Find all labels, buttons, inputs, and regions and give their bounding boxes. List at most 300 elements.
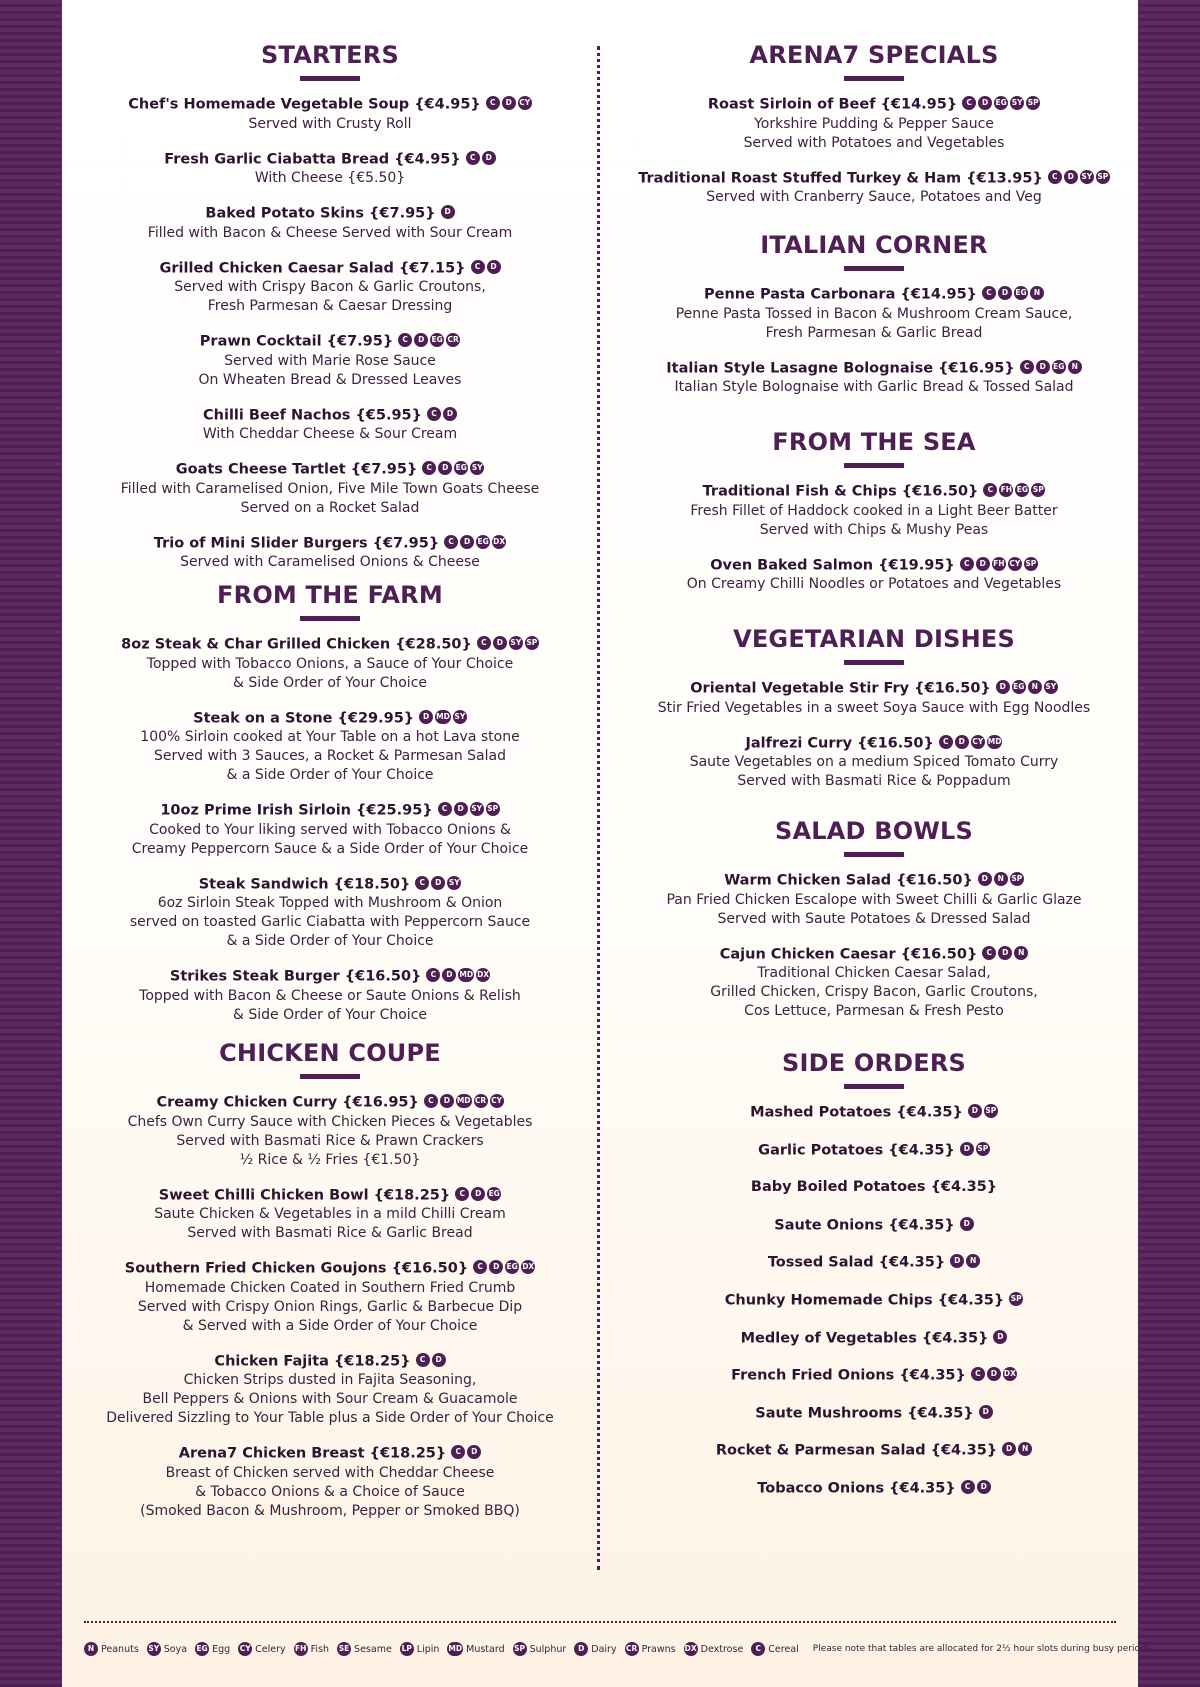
allergen-badges xyxy=(948,1253,980,1272)
menu-item-description: Chefs Own Curry Sauce with Chicken Pieces & Vegetables xyxy=(127,1113,533,1130)
allergen-badge-n: N xyxy=(994,872,1008,886)
menu-item-description: Saute Vegetables on a medium Spiced Tomato Curry xyxy=(689,754,1059,770)
menu-item-name: Prawn Cocktail {€7.95} xyxy=(199,333,394,350)
allergen-badge-d: D xyxy=(442,968,456,982)
menu-item-description: Served with Crusty Roll xyxy=(248,115,412,132)
allergen-badge-sp: SP xyxy=(1009,1292,1023,1306)
menu-item-name: Strikes Steak Burger {€16.50} xyxy=(169,968,422,985)
allergen-badge-d: D xyxy=(489,1260,503,1274)
menu-item-name: 8oz Steak & Char Grilled Chicken {€28.50} xyxy=(121,636,472,653)
menu-item-name: Fresh Garlic Ciabatta Bread {€4.95} xyxy=(164,151,461,167)
menu-item-line xyxy=(66,1444,594,1464)
section-arena7-specials xyxy=(611,40,1137,223)
legend-badge: FH xyxy=(294,1642,308,1656)
menu-item xyxy=(66,1352,594,1429)
menu-item-description: & a Side Order of Your Choice xyxy=(226,933,434,949)
allergen-badge-sy: SY xyxy=(470,802,484,816)
menu-item-description: ½ Rice & ½ Fries {€1.50} xyxy=(239,1151,421,1168)
allergen-badge-d: D xyxy=(960,1142,974,1156)
allergen-badges xyxy=(414,1352,446,1371)
menu-item xyxy=(66,406,594,445)
menu-item-description: Yorkshire Pudding & Pepper Sauce xyxy=(754,115,994,132)
section-title: SIDE ORDERS xyxy=(781,1049,967,1077)
menu-item xyxy=(66,635,594,693)
allergen-badge-eg: EG xyxy=(994,96,1008,110)
allergen-badge-sy: SY xyxy=(470,461,484,475)
menu-item-name: Steak Sandwich {€18.50} xyxy=(198,876,411,892)
allergen-badges xyxy=(436,801,500,820)
menu-item xyxy=(66,801,594,859)
menu-item-name: Arena7 Chicken Breast {€18.25} xyxy=(178,1445,447,1462)
menu-item-description: & Tobacco Onions & a Choice of Sauce xyxy=(195,1483,465,1500)
menu-item-name: Warm Chicken Salad {€16.50} xyxy=(724,872,973,889)
section-underline xyxy=(300,616,360,621)
allergen-badge-sy: SY xyxy=(447,876,461,890)
allergen-badges xyxy=(994,679,1058,698)
allergen-badge-eg: EG xyxy=(505,1260,519,1274)
allergen-badge-d: D xyxy=(502,96,516,110)
menu-item-name: Chilli Beef Nachos {€5.95} xyxy=(203,407,422,423)
menu-item-name: Baked Potato Skins {€7.95} xyxy=(205,205,436,222)
allergen-badge-c: C xyxy=(466,151,480,165)
legend-badge: N xyxy=(84,1642,98,1656)
legend-entry-soya xyxy=(147,1642,187,1656)
allergen-badge-c: C xyxy=(416,1353,430,1367)
allergen-badge-md: MD xyxy=(456,1094,472,1108)
side-order-name: French Fried Onions {€4.35} xyxy=(731,1367,966,1384)
allergen-badge-d: D xyxy=(460,535,474,549)
menu-item-description: Breast of Chicken served with Cheddar Cheese xyxy=(165,1464,495,1481)
menu-item-description: & Side Order of Your Choice xyxy=(232,1006,428,1023)
allergen-badge-sy: SY xyxy=(453,710,467,724)
legend-entry-cereal xyxy=(751,1642,798,1656)
allergen-badge-d: D xyxy=(467,1445,481,1459)
legend-badge: MD xyxy=(447,1642,463,1656)
menu-item-description: Served on a Rocket Salad xyxy=(240,499,420,516)
allergen-badges xyxy=(958,556,1038,575)
menu-item-description: Homemade Chicken Coated in Southern Fried Crumb xyxy=(144,1279,516,1296)
allergen-badges xyxy=(1000,1441,1032,1460)
menu-item-name: 10oz Prime Irish Sirloin {€25.95} xyxy=(160,802,433,819)
allergen-badges xyxy=(1018,359,1082,378)
section-underline xyxy=(300,76,360,81)
allergen-badges xyxy=(453,1186,501,1205)
legend-entry-prawns xyxy=(625,1642,676,1656)
menu-item xyxy=(66,332,594,390)
menu-item-line xyxy=(66,150,594,170)
allergen-badge-d: D xyxy=(998,286,1012,300)
legend-entry-celery xyxy=(238,1642,286,1656)
allergen-badges xyxy=(969,1366,1017,1385)
menu-item xyxy=(611,945,1137,1022)
allergen-badge-d: D xyxy=(993,1330,1007,1344)
footer-divider xyxy=(84,1621,1116,1623)
section-title: STARTERS xyxy=(261,41,399,69)
allergen-badges xyxy=(959,1479,991,1498)
section-title: VEGETARIAN DISHES xyxy=(733,625,1015,653)
column-divider xyxy=(597,46,600,1570)
menu-item xyxy=(611,359,1137,398)
menu-item-description: Saute Chicken & Vegetables in a mild Chilli Cream xyxy=(154,1206,506,1222)
menu-item xyxy=(611,871,1137,929)
allergen-badge-c: C xyxy=(982,286,996,300)
allergen-badges xyxy=(1046,169,1110,188)
menu-item-description: Fresh Fillet of Haddock cooked in a Light Beer Batter xyxy=(690,502,1058,519)
allergen-badges xyxy=(425,406,457,425)
allergen-badges xyxy=(420,460,484,479)
allergen-badge-c: C xyxy=(962,96,976,110)
legend-label: Peanuts xyxy=(101,1643,139,1655)
menu-item xyxy=(66,460,594,518)
allergen-badge-md: MD xyxy=(458,968,474,982)
allergen-badge-eg: EG xyxy=(1012,680,1026,694)
side-order-item xyxy=(611,1441,1137,1479)
menu-item-name: Chicken Fajita {€18.25} xyxy=(214,1353,411,1369)
allergen-badge-eg: EG xyxy=(454,461,468,475)
menu-item-name: Traditional Roast Stuffed Turkey & Ham {€13.95} xyxy=(638,170,1043,186)
allergen-badge-sp: SP xyxy=(1010,872,1024,886)
allergen-badge-c: C xyxy=(971,1367,985,1381)
footer-note: Please note that tables are allocated for 2½ hour slots during busy periods xyxy=(812,1644,1151,1654)
menu-item xyxy=(66,150,594,189)
menu-item-description: Pan Fried Chicken Escalope with Sweet Chilli & Garlic Glaze xyxy=(666,891,1082,908)
allergen-badge-d: D xyxy=(996,680,1010,694)
menu-item-description: Traditional Chicken Caesar Salad, xyxy=(757,965,991,981)
allergen-badge-d: D xyxy=(441,205,455,219)
allergen-badge-eg: EG xyxy=(1015,483,1029,497)
menu-item-name: Southern Fried Chicken Goujons {€16.50} xyxy=(124,1260,469,1277)
legend-entry-dextrose xyxy=(684,1642,744,1656)
allergen-badge-sy: SY xyxy=(1010,96,1024,110)
allergen-badge-cy: CY xyxy=(971,735,985,749)
menu-item-line xyxy=(66,1093,594,1113)
allergen-badge-c: C xyxy=(471,260,485,274)
menu-item-description: Topped with Bacon & Cheese or Saute Onions & Relish xyxy=(139,987,521,1004)
allergen-badge-c: C xyxy=(961,1480,975,1494)
allergen-badge-c: C xyxy=(983,483,997,497)
menu-item xyxy=(66,95,594,134)
menu-item-description: Served with Basmati Rice & Prawn Crackers xyxy=(176,1132,484,1149)
allergen-badge-d: D xyxy=(431,876,445,890)
menu-item-description: 6oz Sirloin Steak Topped with Mushroom & Onion xyxy=(157,895,503,911)
menu-item-description: & Served with a Side Order of Your Choice xyxy=(182,1317,478,1334)
legend-label: Prawns xyxy=(641,1643,676,1655)
allergen-badge-n: N xyxy=(1028,680,1042,694)
section-underline xyxy=(300,1074,360,1079)
legend-badge: SP xyxy=(513,1642,527,1656)
legend-badge: CR xyxy=(625,1642,639,1656)
section-underline xyxy=(844,463,904,468)
allergen-badge-c: C xyxy=(415,876,429,890)
menu-item-line xyxy=(611,556,1137,576)
menu-item-description: On Wheaten Bread & Dressed Leaves xyxy=(198,371,462,388)
allergen-badge-d: D xyxy=(978,96,992,110)
allergen-badge-c: C xyxy=(424,1094,438,1108)
legend-entry-peanuts xyxy=(84,1642,139,1656)
legend-label: Cereal xyxy=(768,1643,799,1655)
menu-item-line xyxy=(66,967,594,987)
allergen-badge-c: C xyxy=(444,535,458,549)
allergen-badge-c: C xyxy=(451,1445,465,1459)
allergen-badges xyxy=(958,1141,990,1160)
allergen-badges xyxy=(471,1259,535,1278)
allergen-badges xyxy=(976,871,1024,890)
menu-item xyxy=(611,169,1137,208)
menu-item-description: Served with Chips & Mushy Peas xyxy=(759,521,989,538)
menu-item-description: Italian Style Bolognaise with Garlic Bread & Tossed Salad xyxy=(674,379,1074,395)
menu-item-line xyxy=(66,1259,594,1279)
menu-item-line xyxy=(611,734,1137,754)
allergen-badge-d: D xyxy=(432,1353,446,1367)
allergen-badge-d: D xyxy=(998,946,1012,960)
allergen-badge-c: C xyxy=(438,802,452,816)
allergen-badge-d: D xyxy=(1002,1442,1016,1456)
menu-page xyxy=(62,0,1138,1687)
menu-item-name: Creamy Chicken Curry {€16.95} xyxy=(156,1094,419,1111)
allergen-badge-d: D xyxy=(960,1217,974,1231)
legend-label: Lipin xyxy=(416,1643,440,1655)
allergen-badge-d: D xyxy=(978,872,992,886)
allergen-badge-d: D xyxy=(955,735,969,749)
menu-item-line xyxy=(66,406,594,426)
section-title: FROM THE FARM xyxy=(217,581,443,609)
allergen-badge-d: D xyxy=(482,151,496,165)
allergen-badges xyxy=(424,967,490,986)
menu-item-name: Cajun Chicken Caesar {€16.50} xyxy=(719,946,978,962)
side-order-item xyxy=(611,1103,1137,1141)
allergen-badges xyxy=(464,150,496,169)
allergen-badges xyxy=(1007,1291,1023,1310)
menu-item-description: Stir Fried Vegetables in a sweet Soya Sauce with Egg Noodles xyxy=(657,699,1091,716)
menu-item-name: Roast Sirloin of Beef {€14.95} xyxy=(707,96,958,113)
legend-badge: SY xyxy=(147,1642,161,1656)
menu-item-name: Oriental Vegetable Stir Fry {€16.50} xyxy=(690,680,991,697)
menu-item-line xyxy=(66,95,594,115)
section-underline xyxy=(844,266,904,271)
menu-item-name: Grilled Chicken Caesar Salad {€7.15} xyxy=(159,260,466,276)
allergen-badge-eg: EG xyxy=(1014,286,1028,300)
legend-badge: EG xyxy=(195,1642,209,1656)
allergen-badge-n: N xyxy=(1068,360,1082,374)
menu-item-line xyxy=(66,204,594,224)
allergen-badge-c: C xyxy=(473,1260,487,1274)
allergen-badges xyxy=(439,204,455,223)
menu-item-description: served on toasted Garlic Ciabatta with Peppercorn Sauce xyxy=(129,914,531,930)
legend-label: Fish xyxy=(310,1643,330,1655)
menu-item-line xyxy=(611,871,1137,891)
allergen-badge-cr: CR xyxy=(446,333,460,347)
menu-item-line xyxy=(611,169,1137,189)
menu-item-description: & a Side Order of Your Choice xyxy=(226,767,434,783)
side-order-item xyxy=(611,1141,1137,1179)
allergen-badge-c: C xyxy=(427,407,441,421)
side-order-item xyxy=(611,1366,1137,1404)
allergen-badge-sp: SP xyxy=(1026,96,1040,110)
menu-item-name: Penne Pasta Carbonara {€14.95} xyxy=(703,286,977,303)
section-title: ITALIAN CORNER xyxy=(760,231,988,259)
menu-item-name: Traditional Fish & Chips {€16.50} xyxy=(702,483,979,500)
allergen-badges xyxy=(469,259,501,278)
allergen-badges xyxy=(937,734,1003,753)
menu-item-description: Filled with Caramelised Onion, Five Mile Town Goats Cheese xyxy=(120,480,540,497)
section-starters xyxy=(66,40,594,588)
allergen-badge-cy: CY xyxy=(518,96,532,110)
menu-item xyxy=(66,1444,594,1521)
legend-label: Soya xyxy=(163,1643,188,1655)
allergen-badge-c: C xyxy=(939,735,953,749)
menu-item-description: (Smoked Bacon & Mushroom, Pepper or Smoked BBQ) xyxy=(140,1502,520,1519)
menu-item-name: Trio of Mini Slider Burgers {€7.95} xyxy=(153,535,440,551)
legend-entry-mustard xyxy=(447,1642,504,1656)
allergen-badge-cy: CY xyxy=(490,1094,504,1108)
menu-item-description: Served with Basmati Rice & Poppadum xyxy=(737,773,1011,789)
menu-item-description: Topped with Tobacco Onions, a Sauce of Your Choice xyxy=(146,655,514,672)
side-order-name: Garlic Potatoes {€4.35} xyxy=(758,1142,955,1159)
side-order-name: Saute Mushrooms {€4.35} xyxy=(755,1405,974,1422)
section-side-orders xyxy=(611,1048,1137,1517)
allergen-badge-d: D xyxy=(1036,360,1050,374)
menu-item-description: Fresh Parmesan & Caesar Dressing xyxy=(207,298,453,314)
menu-item xyxy=(611,556,1137,595)
menu-item-line xyxy=(66,635,594,655)
allergen-badge-sp: SP xyxy=(486,802,500,816)
menu-item xyxy=(66,1093,594,1170)
allergen-badges xyxy=(966,1103,998,1122)
section-chicken-coupe xyxy=(66,1038,594,1537)
allergen-badge-n: N xyxy=(1030,286,1044,300)
allergen-badge-d: D xyxy=(440,1094,454,1108)
side-order-name: Tobacco Onions {€4.35} xyxy=(757,1480,956,1497)
allergen-badge-d: D xyxy=(976,557,990,571)
side-order-name: Tossed Salad {€4.35} xyxy=(767,1254,946,1271)
allergen-badges xyxy=(960,95,1040,114)
allergen-badge-d: D xyxy=(977,1480,991,1494)
menu-item xyxy=(611,482,1137,540)
legend-entry-sesame xyxy=(337,1642,392,1656)
allergen-badge-dx: DX xyxy=(1003,1367,1017,1381)
menu-item-name: Jalfrezi Curry {€16.50} xyxy=(745,735,934,751)
allergen-badge-sy: SY xyxy=(1044,680,1058,694)
menu-item-description: Served with Marie Rose Sauce xyxy=(224,352,436,369)
legend-label: Egg xyxy=(212,1643,231,1655)
menu-item-line xyxy=(66,875,594,895)
section-underline xyxy=(844,76,904,81)
menu-item xyxy=(611,285,1137,343)
side-order-item xyxy=(611,1178,1137,1216)
menu-item-line xyxy=(66,1352,594,1372)
menu-item-line xyxy=(611,95,1137,115)
menu-item-name: Goats Cheese Tartlet {€7.95} xyxy=(175,461,418,478)
section-title: CHICKEN COUPE xyxy=(219,1039,441,1067)
allergen-badge-c: C xyxy=(982,946,996,960)
allergen-badges xyxy=(475,635,539,654)
menu-item-line xyxy=(611,359,1137,379)
side-order-name: Rocket & Parmesan Salad {€4.35} xyxy=(715,1442,998,1459)
allergen-badge-d: D xyxy=(487,260,501,274)
legend-entry-fish xyxy=(294,1642,329,1656)
allergen-badge-d: D xyxy=(438,461,452,475)
allergen-badge-c: C xyxy=(960,557,974,571)
allergen-badge-d: D xyxy=(493,636,507,650)
legend-label: Mustard xyxy=(466,1643,505,1655)
menu-item-line xyxy=(66,332,594,352)
section-salad-bowls xyxy=(611,816,1137,1037)
allergen-badge-dx: DX xyxy=(476,968,490,982)
menu-item-description: Served with 3 Sauces, a Rocket & Parmesan Salad xyxy=(154,748,506,764)
allergen-badges xyxy=(980,945,1028,964)
legend-entry-lipin xyxy=(400,1642,440,1656)
menu-item-description: 100% Sirloin cooked at Your Table on a hot Lava stone xyxy=(140,729,520,745)
allergen-badge-c: C xyxy=(398,333,412,347)
side-order-name: Saute Onions {€4.35} xyxy=(774,1217,955,1234)
menu-item-name: Chef's Homemade Vegetable Soup {€4.95} xyxy=(128,96,481,113)
allergen-badge-d: D xyxy=(419,710,433,724)
allergen-badge-sp: SP xyxy=(1096,170,1110,184)
allergen-badge-sp: SP xyxy=(525,636,539,650)
allergen-badge-d: D xyxy=(443,407,457,421)
side-order-item xyxy=(611,1479,1137,1517)
side-order-name: Medley of Vegetables {€4.35} xyxy=(740,1330,989,1347)
menu-item xyxy=(66,259,594,317)
legend-entry-egg xyxy=(195,1642,230,1656)
allergen-badge-n: N xyxy=(1014,946,1028,960)
side-order-name: Chunky Homemade Chips {€4.35} xyxy=(724,1292,1005,1309)
allergen-badge-c: C xyxy=(1020,360,1034,374)
menu-item-description: Served with Basmati Rice & Garlic Bread xyxy=(187,1225,473,1241)
allergen-badge-n: N xyxy=(1018,1442,1032,1456)
menu-item-description: Bell Peppers & Onions with Sour Cream & Guacamole xyxy=(142,1391,518,1407)
menu-item-name: Oven Baked Salmon {€19.95} xyxy=(710,557,955,573)
section-title: SALAD BOWLS xyxy=(775,817,973,845)
side-order-item xyxy=(611,1216,1137,1254)
allergen-badge-eg: EG xyxy=(430,333,444,347)
legend-label: Sesame xyxy=(354,1643,392,1655)
side-order-name: Mashed Potatoes {€4.35} xyxy=(750,1104,963,1121)
side-order-name: Baby Boiled Potatoes {€4.35} xyxy=(750,1179,998,1196)
menu-item-description: Cooked to Your liking served with Tobacco Onions & xyxy=(149,821,511,838)
legend-badge: C xyxy=(751,1642,765,1656)
side-order-item xyxy=(611,1291,1137,1329)
allergen-badge-eg: EG xyxy=(487,1187,501,1201)
section-underline xyxy=(844,660,904,665)
allergen-badge-c: C xyxy=(455,1187,469,1201)
allergen-badge-md: MD xyxy=(987,735,1003,749)
allergen-badge-cy: CY xyxy=(1008,557,1022,571)
legend-entry-dairy xyxy=(574,1642,616,1656)
allergen-badge-dx: DX xyxy=(521,1260,535,1274)
allergen-badges xyxy=(958,1216,974,1235)
allergen-badges xyxy=(977,1404,993,1423)
menu-item xyxy=(611,95,1137,153)
menu-item-line xyxy=(611,482,1137,502)
allergen-badge-d: D xyxy=(968,1104,982,1118)
allergen-badge-sp: SP xyxy=(976,1142,990,1156)
menu-item-name: Steak on a Stone {€29.95} xyxy=(193,710,415,726)
menu-item-description: Served with Crispy Bacon & Garlic Croutons, xyxy=(174,279,486,295)
section-vegetarian-dishes xyxy=(611,624,1137,807)
section-from-the-sea xyxy=(611,427,1137,610)
allergen-badge-fh: FH xyxy=(992,557,1006,571)
section-underline xyxy=(844,852,904,857)
legend-badge: CY xyxy=(238,1642,252,1656)
allergen-badges xyxy=(422,1093,504,1112)
legend-entry-sulphur xyxy=(513,1642,567,1656)
legend-label: Dextrose xyxy=(700,1643,744,1655)
menu-item-line xyxy=(611,285,1137,305)
menu-item-name: Italian Style Lasagne Bolognaise {€16.95} xyxy=(666,360,1015,376)
legend-badge: DX xyxy=(684,1642,698,1656)
menu-item-description: Filled with Bacon & Cheese Served with Sour Cream xyxy=(147,224,513,241)
